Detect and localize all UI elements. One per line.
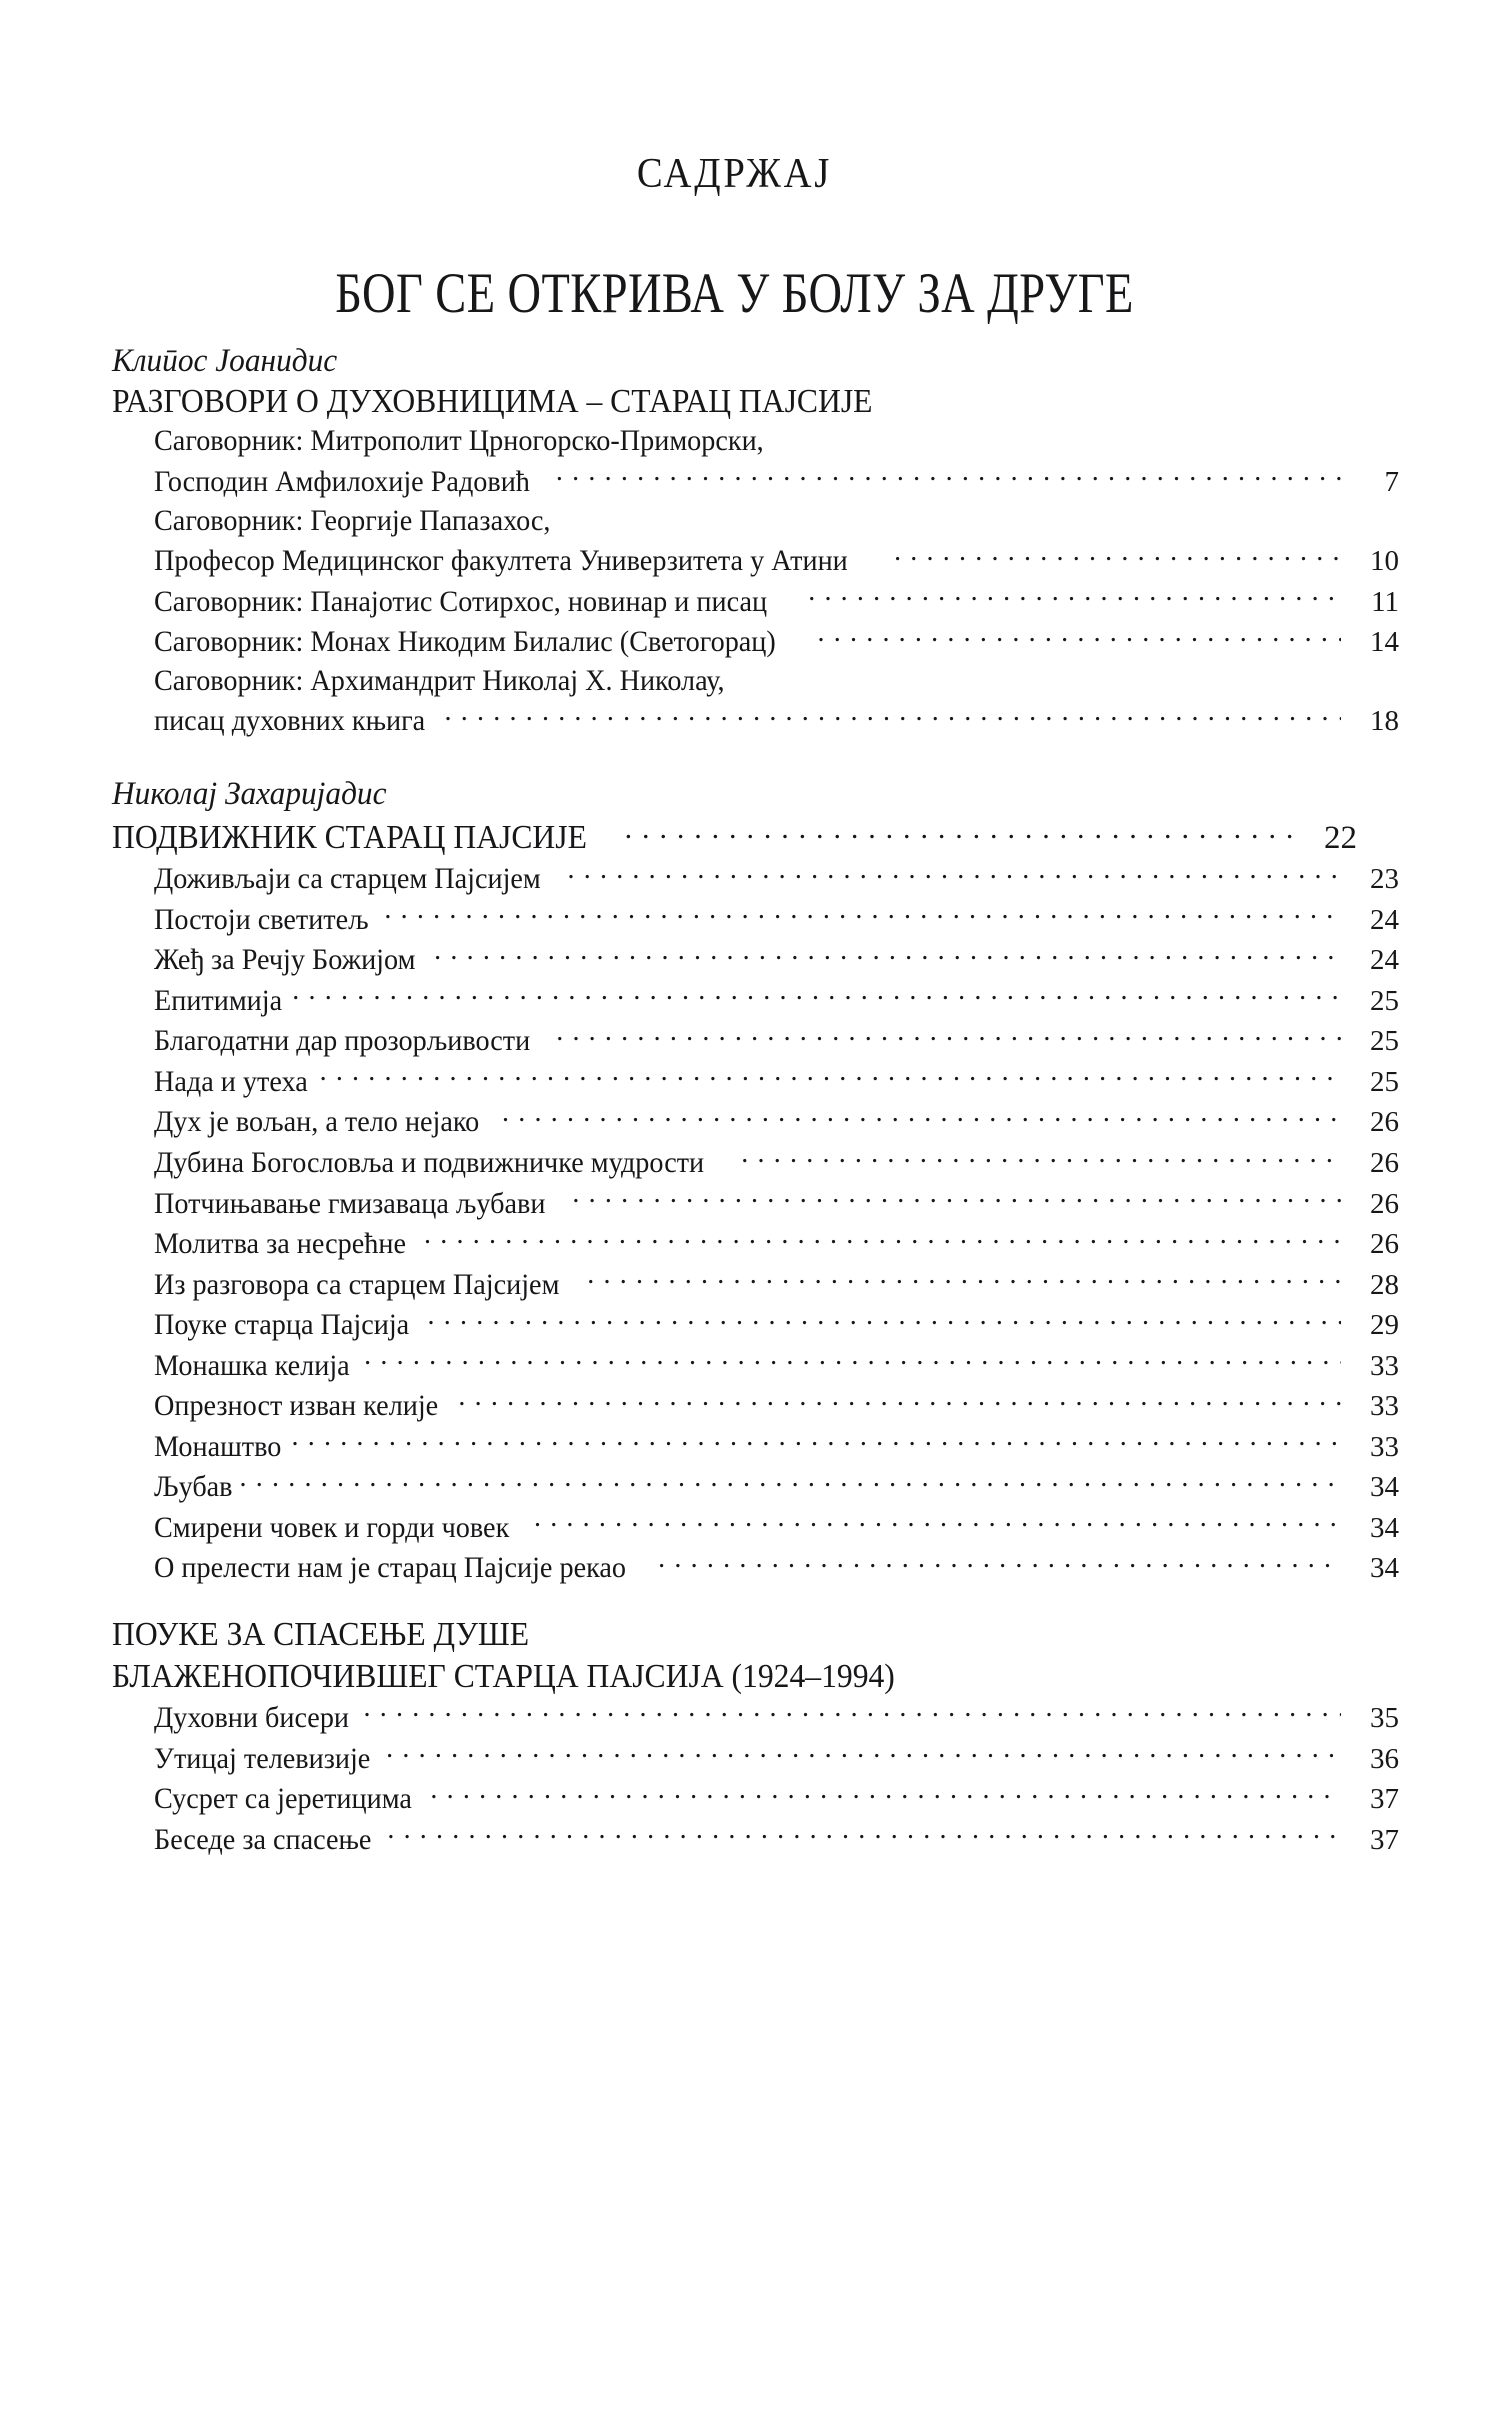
dot-leader [658,1547,1341,1577]
dot-leader [587,1264,1341,1294]
section-author: Николај Захаријадис [112,775,387,812]
list-item[interactable] [112,1264,1399,1305]
entry-label: Утицај телевизије [154,1741,371,1775]
dot-leader [741,1142,1341,1172]
entry-label: Сусрет са јеретицима [154,1782,412,1816]
toc-content [112,0,1399,1859]
entry-label: Саговорник: Монах Никодим Билалис (Светогорац) [154,625,776,659]
entry-page-number: 26 [1370,1187,1399,1220]
dot-leader [364,1345,1341,1375]
list-item[interactable] [112,1738,1399,1779]
dot-leader [384,899,1341,929]
entry-line-1: Саговорник: Архимандрит Николај Х. Николау, [154,663,725,697]
entry-label: Саговорник: Панајотис Сотирхос, новинар и писац [154,584,768,618]
dot-leader [427,1304,1341,1334]
section-title-line-1: ПОУКЕ ЗА СПАСЕЊЕ ДУШЕ [112,1616,530,1654]
dot-leader [458,1385,1341,1415]
entry-page-number: 37 [1370,1783,1399,1816]
dot-leader [572,1183,1341,1213]
entry-label: Духовни бисери [154,1700,350,1734]
list-item[interactable] [112,1819,1399,1860]
entry-label: Професор Медицинског факултета Универзитета у Атини [154,544,848,578]
dot-leader [808,581,1341,611]
entry-page-number: 18 [1370,705,1399,738]
entry-label: Потчињавање гмизаваца љубави [154,1186,546,1220]
entry-label: Жеђ за Речју Божијом [154,943,416,977]
section-title: РАЗГОВОРИ О ДУХОВНИЦИМА – СТАРАЦ ПАЈСИЈЕ [112,382,873,420]
list-item[interactable] [112,621,1399,662]
section-title: ПОДВИЖНИК СТАРАЦ ПАЈСИЈЕ [112,818,587,856]
dot-leader [556,1020,1341,1050]
entry-label: Из разговора са старцем Пајсијем [154,1267,560,1301]
entry-page-number: 34 [1370,1471,1399,1504]
list-item[interactable] [112,1507,1399,1548]
list-item[interactable] [112,1547,1399,1588]
entry-page-number: 11 [1371,585,1399,618]
dot-leader [424,1223,1341,1253]
toc-section-3 [112,1588,1399,1859]
entry-page-number: 25 [1370,1025,1399,1058]
entry-label: Поуке старца Пајсија [154,1308,410,1342]
entry-label: О прелести нам је старац Пајсије рекао [154,1551,626,1585]
list-item [112,662,1357,701]
toc-section-2 [112,741,1399,1588]
list-item[interactable] [112,1385,1399,1426]
dot-leader [430,1778,1341,1808]
entry-label: Доживљаји са старцем Пајсијем [154,862,541,896]
entry-page-number: 7 [1384,465,1399,498]
list-item[interactable] [112,899,1399,940]
entry-page-number: 36 [1370,1742,1399,1775]
dot-leader [445,700,1341,730]
entry-page-number: 33 [1370,1349,1399,1382]
entry-page-number: 29 [1370,1309,1399,1342]
entry-page-number: 24 [1370,903,1399,936]
list-item[interactable] [112,1061,1399,1102]
entry-label: Опрезност изван келије [154,1389,439,1423]
toc-section-1 [112,326,1399,741]
entry-page-number: 28 [1370,1268,1399,1301]
list-item[interactable] [112,1466,1399,1507]
entry-label: Беседе за спасење [154,1822,372,1856]
dot-leader [567,858,1341,888]
entry-page-number: 26 [1370,1228,1399,1261]
entry-label: Љубав [154,1470,233,1504]
list-item[interactable] [112,1101,1399,1142]
list-item[interactable] [112,1778,1399,1819]
dot-leader [240,1466,1341,1496]
entry-page-number: 14 [1370,626,1399,659]
section-page-number: 22 [1324,819,1357,856]
entry-page-number: 24 [1370,944,1399,977]
dot-leader [625,814,1295,848]
dot-leader [434,939,1341,969]
list-item[interactable] [112,939,1399,980]
list-item[interactable] [112,1697,1399,1738]
entry-label: Благодатни дар прозорљивости [154,1024,531,1058]
entry-page-number: 23 [1370,863,1399,896]
entry-label: Монаштво [154,1429,282,1463]
list-item[interactable] [112,540,1399,581]
section-title-line-2: БЛАЖЕНОПОЧИВШЕГ СТАРЦА ПАЈСИЈА (1924–1994) [112,1657,895,1695]
entry-page-number: 35 [1370,1701,1399,1734]
entry-label: Епитимија [154,983,283,1017]
dot-leader [387,1819,1341,1849]
list-item[interactable] [112,1020,1399,1061]
entry-label: Молитва за несрећне [154,1227,406,1261]
entry-label: Дух је вољан, а тело нејако [154,1105,480,1139]
entry-page-number: 33 [1370,1430,1399,1463]
dot-leader [817,621,1341,651]
list-item[interactable] [112,1183,1399,1224]
dot-leader [894,540,1341,570]
entry-label: Дубина Богословља и подвижничке мудрости [154,1146,705,1180]
section-title-row[interactable] [112,814,1357,858]
entry-label: Смирени човек и горди човек [154,1510,510,1544]
list-item [112,422,1357,461]
dot-leader [502,1101,1341,1131]
entry-page-number: 10 [1370,545,1399,578]
list-item[interactable] [112,581,1399,622]
part-heading: БОГ СЕ ОТКРИВА У БОЛУ ЗА ДРУГЕ [335,260,1134,325]
list-item[interactable] [112,1426,1399,1467]
entry-page-number: 34 [1370,1552,1399,1585]
entry-label: писац духовних књига [154,704,426,738]
dot-leader [534,1507,1341,1537]
list-item[interactable] [112,1223,1399,1264]
list-item[interactable] [112,1345,1399,1386]
dot-leader [320,1061,1341,1091]
entry-label: Господин Амфилохије Радовић [154,464,530,498]
entry-page-number: 26 [1370,1147,1399,1180]
list-item[interactable] [112,1142,1399,1183]
entry-page-number: 26 [1370,1106,1399,1139]
entry-label: Нада и утеха [154,1064,308,1098]
dot-leader [292,980,1341,1010]
entry-label: Постоји светитељ [154,902,369,936]
entry-page-number: 25 [1370,1065,1399,1098]
list-item [112,502,1357,541]
entry-line-1: Саговорник: Георгије Папазахос, [154,503,551,537]
list-item[interactable] [112,461,1399,502]
section-author: Клиūос Јоанидис [112,343,338,379]
entry-page-number: 37 [1370,1823,1399,1856]
dot-leader [363,1697,1341,1727]
list-item[interactable] [112,980,1399,1021]
list-item[interactable] [112,858,1399,899]
page-title: САДРЖАЈ [636,151,833,197]
dot-leader [291,1426,1341,1456]
entry-label: Монашка келија [154,1348,350,1382]
list-item[interactable] [112,1304,1399,1345]
list-item[interactable] [112,700,1399,741]
dot-leader [556,461,1341,491]
entry-page-number: 33 [1370,1390,1399,1423]
entry-page-number: 25 [1370,984,1399,1017]
entry-line-1: Саговорник: Митрополит Црногорско-Приморски, [154,424,764,458]
dot-leader [386,1738,1341,1768]
entry-page-number: 34 [1370,1511,1399,1544]
